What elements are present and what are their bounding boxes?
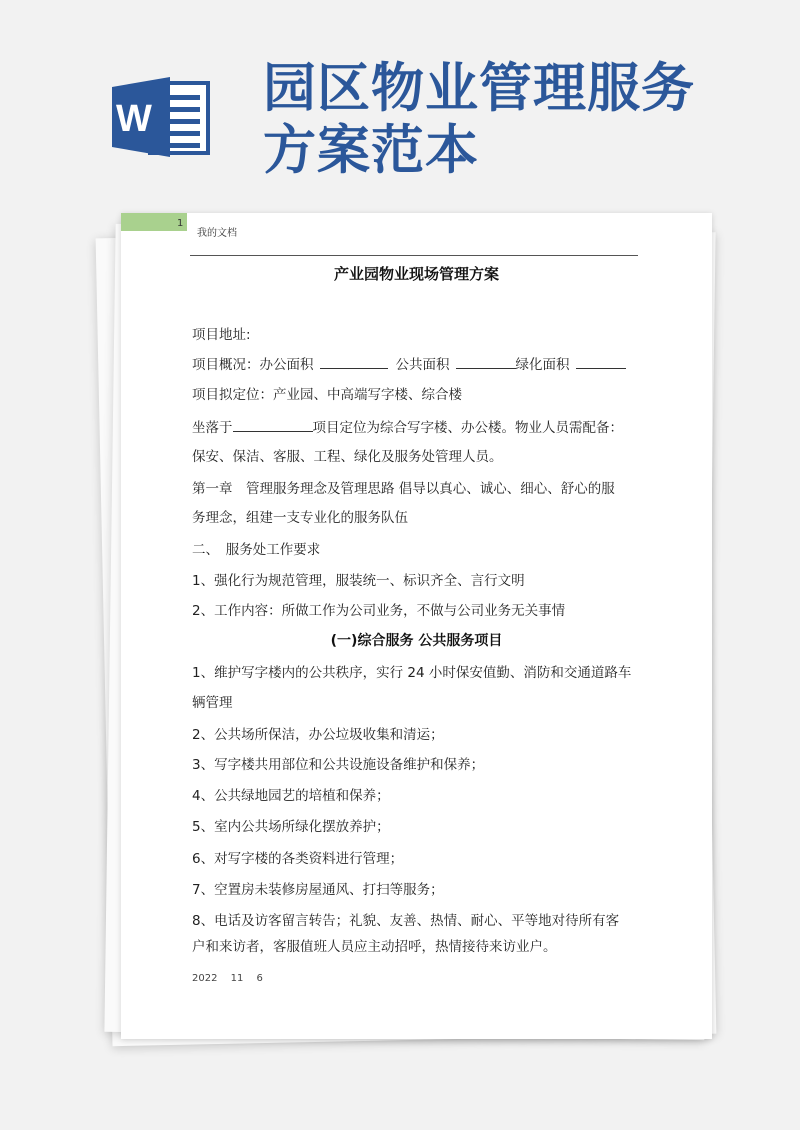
line-req1: 1、强化行为规范管理，服装统一、标识齐全、言行文明	[192, 573, 525, 589]
line-req2: 2、工作内容：所做工作为公司业务，不做与公司业务无关事情	[192, 603, 566, 619]
line-positioning: 项目拟定位：产业园、中高端写字楼、综合楼	[192, 387, 462, 403]
logo-letter: W	[116, 98, 152, 140]
overview-public-label: 公共面积	[395, 357, 450, 373]
page-header-text: 我的文档	[197, 228, 237, 239]
public-area-blank	[456, 354, 516, 369]
line-item8: 8、电话及访客留言转告；礼貌、友善、热情、耐心、平等地对待所有客	[192, 913, 620, 929]
line-overview	[192, 353, 626, 373]
line-item5: 5、室内公共场所绿化摆放养护；	[192, 819, 390, 835]
line-section2: 二、 服务处工作要求	[192, 542, 321, 558]
banner-title-line2: 方案范本	[263, 120, 479, 181]
line-item7: 7、空置房未装修房屋通风、打扫等服务；	[192, 882, 444, 898]
banner-title	[263, 58, 763, 182]
location-blank	[233, 417, 313, 432]
location-desc: 项目定位为综合写字楼、办公楼。物业人员需配备：	[312, 420, 623, 436]
page-number: 1	[177, 218, 184, 229]
green-area-blank	[576, 354, 626, 369]
line-item1: 1、维护写字楼内的公共秩序，实行 24 小时保安值勤、消防和交通道路车	[192, 665, 632, 681]
document-page	[121, 213, 712, 1039]
page-footer-date: 2022 11 6	[192, 973, 263, 984]
line-location	[192, 416, 623, 436]
line-item3: 3、写字楼共用部位和公共设施设备维护和保养；	[192, 757, 485, 773]
line-item4: 4、公共绿地园艺的培植和保养；	[192, 788, 390, 804]
line-chapter1: 第一章 管理服务理念及管理思路 倡导以真心、诚心、细心、舒心的服	[192, 481, 615, 497]
overview-office-label: 项目概况：办公面积	[192, 357, 314, 373]
line-item1-cont: 辆管理	[192, 695, 233, 711]
line-item6: 6、对写字楼的各类资料进行管理；	[192, 851, 404, 867]
office-area-blank	[320, 354, 388, 369]
line-item2: 2、公共场所保洁，办公垃圾收集和清运；	[192, 727, 444, 743]
line-item8-cont: 户和来访者，客服值班人员应主动招呼，热情接待来访业户。	[192, 939, 557, 955]
overview-green-label: 绿化面积	[515, 357, 570, 373]
section-heading: (一)综合服务 公共服务项目	[330, 633, 503, 649]
header-divider	[190, 255, 638, 256]
line-staff: 保安、保洁、客服、工程、绿化及服务处管理人员。	[192, 449, 503, 465]
location-label: 坐落于	[192, 420, 233, 436]
word-document-icon	[112, 77, 212, 157]
line-chapter1-cont: 务理念，组建一支专业化的服务队伍	[192, 510, 408, 526]
document-title: 产业园物业现场管理方案	[333, 265, 499, 283]
banner-title-line1: 园区物业管理服务	[263, 58, 695, 119]
line-address: 项目地址:	[192, 327, 251, 343]
